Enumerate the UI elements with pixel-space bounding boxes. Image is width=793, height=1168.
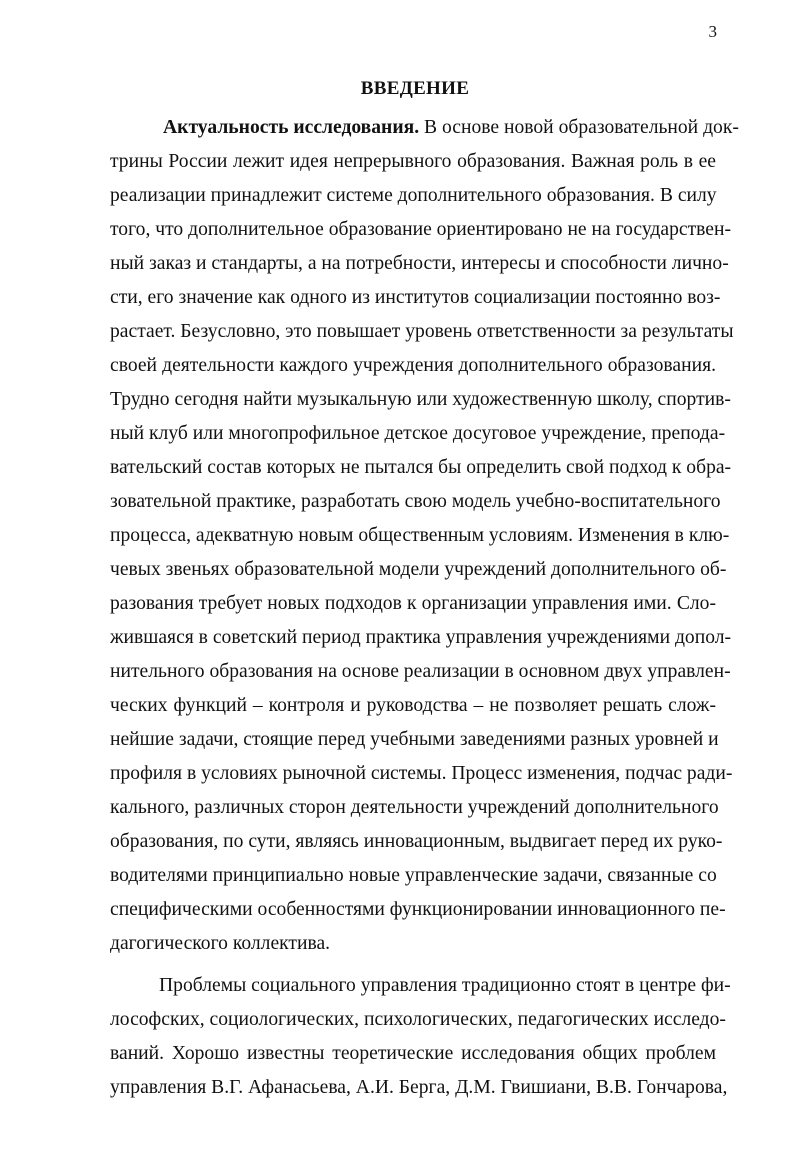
paragraph-2-line: управления В.Г. Афанасьева, А.И. Берга, Д.М. Гвишиани, В.В. Гончарова, <box>110 1077 728 1098</box>
paragraph-1-line: нительного образования на основе реализации в основном двух управлен- <box>110 661 731 682</box>
paragraph-1-line: ческих функций – контроля и руководства – не позволяет решать слож- <box>110 695 716 716</box>
paragraph-1-line: специфическими особенностями функционировании инновационного пе- <box>110 899 726 920</box>
section-heading: ВВЕДЕНИЕ <box>360 78 470 99</box>
paragraph-1-line: нейшие задачи, стоящие перед учебными заведениями разных уровней и <box>110 729 719 750</box>
paragraph-1-line: водителями принципиально новые управленческие задачи, связанные со <box>110 865 717 886</box>
paragraph-2-line: лософских, социологических, психологических, педагогических исследо- <box>110 1009 726 1030</box>
paragraph-1-line: вательский состав которых не пытался бы определить свой подход к обра- <box>110 457 732 478</box>
paragraph-1-line: Актуальность исследования. В основе новой образовательной док- <box>163 117 739 138</box>
paragraph-1-line: жившаяся в советский период практика управления учреждениями допол- <box>110 627 732 648</box>
paragraph-1-line: своей деятельности каждого учреждения дополнительного образования. <box>110 355 716 376</box>
page-number: 3 <box>708 22 717 41</box>
paragraph-1-line: реализации принадлежит системе дополнительного образования. В силу <box>110 185 717 206</box>
paragraph-1-line: процесса, адекватную новым общественным условиям. Изменения в клю- <box>110 525 730 546</box>
paragraph-1-line: дагогического коллектива. <box>110 933 331 954</box>
paragraph-2-line: ваний. Хорошо известны теоретические исследования общих проблем <box>110 1043 716 1064</box>
paragraph-1-line: ный заказ и стандарты, а на потребности, интересы и способности лично- <box>110 253 729 274</box>
lead-phrase: Актуальность исследования. <box>163 117 420 138</box>
paragraph-1-line: Трудно сегодня найти музыкальную или художественную школу, спортив- <box>110 389 731 410</box>
paragraph-1-line: профиля в условиях рыночной системы. Процесс изменения, подчас ради- <box>110 763 733 784</box>
paragraph-1-line: ный клуб или многопрофильное детское досуговое учреждение, препода- <box>110 423 726 444</box>
paragraph-1-line: того, что дополнительное образование ориентировано не на государствен- <box>110 219 732 240</box>
paragraph-1-line: чевых звеньях образовательной модели учреждений дополнительного об- <box>110 559 727 580</box>
paragraph-1-line: трины России лежит идея непрерывного образования. Важная роль в ее <box>110 151 716 172</box>
paragraph-1-line: образования, по сути, являясь инновационным, выдвигает перед их руко- <box>110 831 723 852</box>
paragraph-1-line: зовательной практике, разработать свою модель учебно-воспитательного <box>110 491 721 512</box>
paragraph-1-line: сти, его значение как одного из институтов социализации постоянно воз- <box>110 287 721 308</box>
paragraph-1-line: кального, различных сторон деятельности учреждений дополнительного <box>110 797 719 818</box>
paragraph-1-line: разования требует новых подходов к организации управления ими. Сло- <box>110 593 716 614</box>
paragraph-1-line: растает. Безусловно, это повышает уровень ответственности за результаты <box>110 321 734 342</box>
paragraph-2-line: Проблемы социального управления традиционно стоят в центре фи- <box>159 975 731 996</box>
